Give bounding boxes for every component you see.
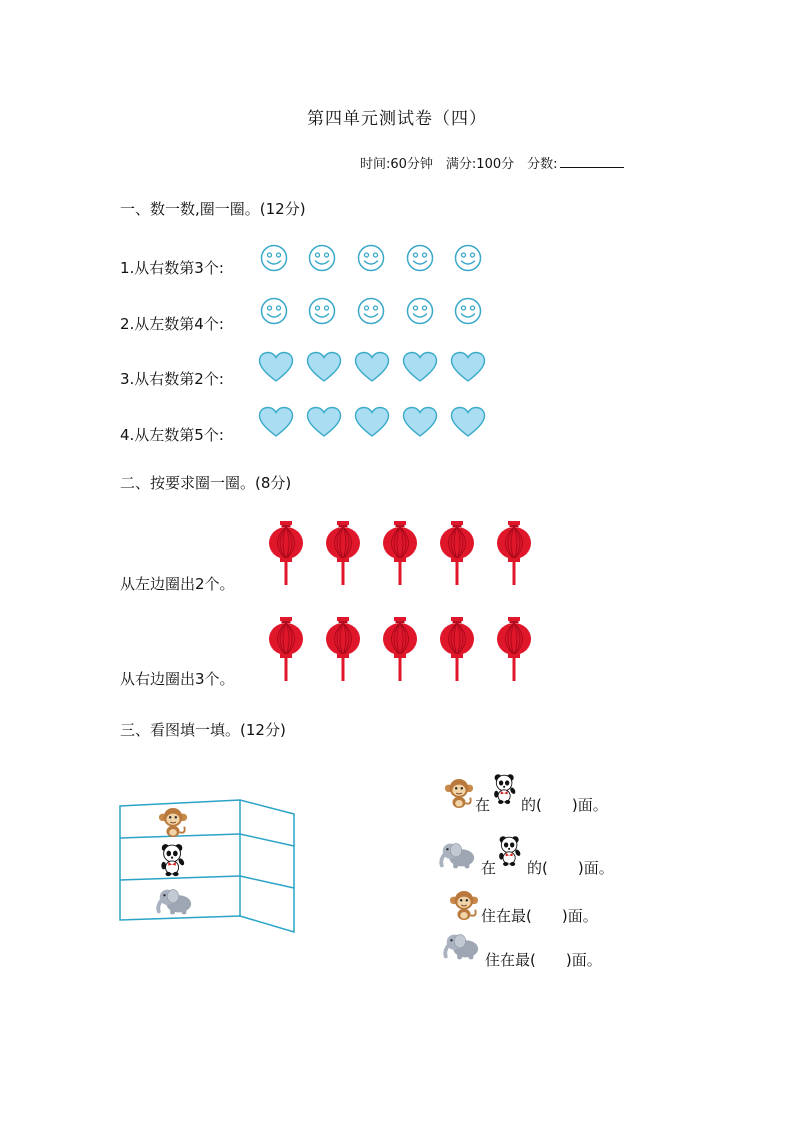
smiley-icon[interactable] — [307, 243, 337, 273]
question-2-label: 2.从左数第4个: — [120, 315, 224, 333]
lantern-icon[interactable] — [439, 617, 475, 681]
smiley-icon[interactable] — [405, 296, 435, 326]
monkey-icon — [158, 806, 188, 838]
section2-row-1-label: 从左边圈出2个。 — [120, 575, 235, 593]
statement-1-text: 的( )面。 — [521, 796, 608, 814]
heart-icon[interactable] — [258, 406, 294, 438]
lantern-icon[interactable] — [439, 521, 475, 585]
heart-icon[interactable] — [450, 406, 486, 438]
elephant-icon — [441, 931, 481, 961]
lantern-icon[interactable] — [325, 521, 361, 585]
statement-2-text: 的( )面。 — [527, 859, 614, 877]
panda-icon — [159, 843, 187, 877]
panda-icon — [497, 834, 523, 868]
heart-icon[interactable] — [258, 351, 294, 383]
smiley-icon[interactable] — [405, 243, 435, 273]
heart-icon[interactable] — [354, 351, 390, 383]
smiley-icon[interactable] — [307, 296, 337, 326]
section1-heading: 一、数一数,圈一圈。(12分) — [120, 200, 306, 218]
smiley-icon[interactable] — [259, 296, 289, 326]
panda-icon — [492, 772, 518, 806]
smiley-icon[interactable] — [356, 296, 386, 326]
monkey-icon — [444, 777, 474, 809]
heart-icon[interactable] — [306, 351, 342, 383]
smiley-icon[interactable] — [453, 296, 483, 326]
question-4-label: 4.从左数第5个: — [120, 426, 224, 444]
heart-icon[interactable] — [450, 351, 486, 383]
statement-3-text: 住在最( )面。 — [481, 907, 598, 925]
heart-icon[interactable] — [306, 406, 342, 438]
smiley-icon[interactable] — [356, 243, 386, 273]
section3-heading: 三、看图填一填。(12分) — [120, 721, 286, 739]
exam-meta — [360, 153, 624, 172]
heart-icon[interactable] — [402, 406, 438, 438]
lantern-icon[interactable] — [325, 617, 361, 681]
heart-icon[interactable] — [354, 406, 390, 438]
smiley-icon[interactable] — [259, 243, 289, 273]
elephant-icon — [154, 886, 194, 916]
question-1-label: 1.从右数第3个: — [120, 259, 224, 277]
statement-4-text: 住在最( )面。 — [485, 951, 602, 969]
page-title: 第四单元测试卷（四） — [307, 109, 487, 129]
heart-icon[interactable] — [402, 351, 438, 383]
statement-1-word: 在 — [475, 796, 491, 814]
section2-row-2-label: 从右边圈出3个。 — [120, 670, 235, 688]
lantern-icon[interactable] — [268, 521, 304, 585]
shelf-drawing — [116, 796, 300, 936]
monkey-icon — [449, 889, 479, 921]
lantern-icon[interactable] — [496, 617, 532, 681]
score-blank[interactable] — [560, 155, 624, 168]
lantern-icon[interactable] — [382, 521, 418, 585]
lantern-icon[interactable] — [268, 617, 304, 681]
lantern-icon[interactable] — [382, 617, 418, 681]
section2-heading: 二、按要求圈一圈。(8分) — [120, 474, 292, 492]
smiley-icon[interactable] — [453, 243, 483, 273]
statement-2-word: 在 — [481, 859, 497, 877]
exam-meta-text: 时间:60分钟 满分:100分 分数: — [360, 157, 558, 172]
elephant-icon — [437, 840, 477, 870]
question-3-label: 3.从右数第2个: — [120, 370, 224, 388]
lantern-icon[interactable] — [496, 521, 532, 585]
